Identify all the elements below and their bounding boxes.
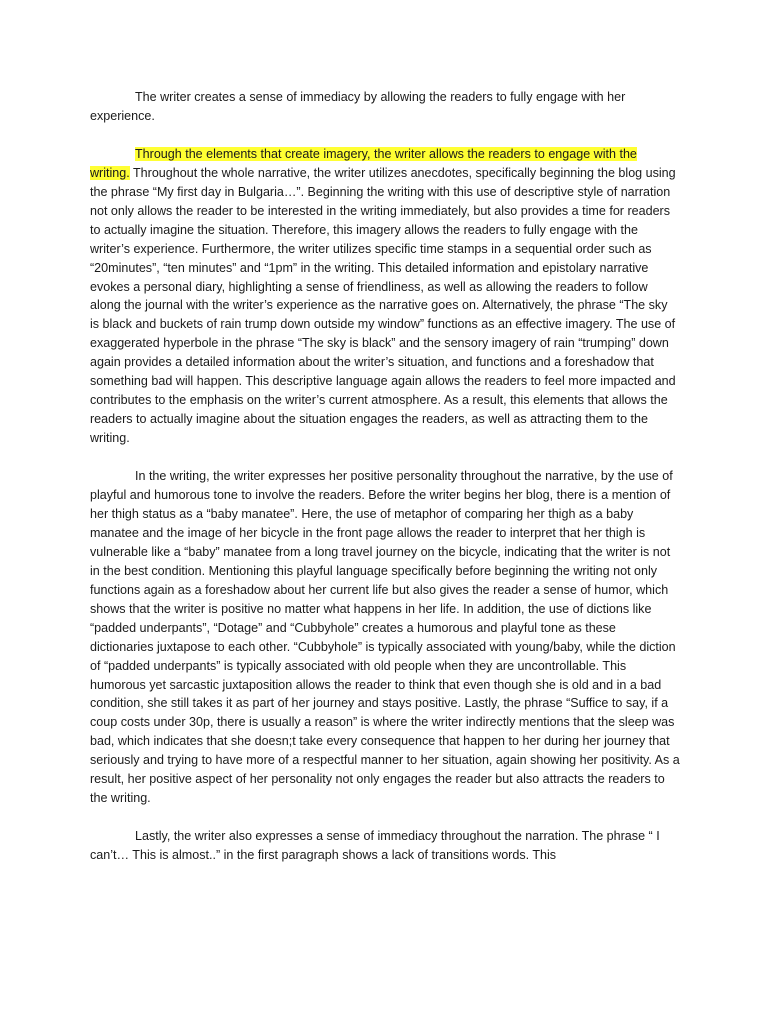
paragraph-imagery xyxy=(90,145,680,448)
paragraph-text: Throughout the whole narrative, the writer utilizes anecdotes, specifically beginning the blog using the phrase “My first day in Bulgaria…”. Beginning the writing with this use of descriptive style of narration not only allows the reader to be interested in the writing immediately, but also provides a time for readers to actually imagine the situation. Therefore, this imagery allows the readers to fully engage with the writer’s experience. Furthermore, the writer utilizes specific time stamps in a sequential order such as “20minutes”, “ten minutes” and “1pm” in the writing. This detailed information and epistolary narrative evokes a personal diary, highlighting a sense of friendliness, as well as allowing the readers to follow along the journal with the writer’s experience as the narrative goes on. Alternatively, the phrase “The sky is black and buckets of rain trump down outside my window” functions as an effective imagery. The use of exaggerated hyperbole in the phrase “The sky is black” and the sensory imagery of rain “trumping” down again provides a detailed information about the writer’s situation, and functions and a foreshadow that something bad will happen. This descriptive language again allows the readers to feel more impacted and contributes to the emphasis on the writer’s current atmosphere. As a result, this elements that allows the readers to actually imagine about the situation engages the readers, as well as attracting them to the writing. xyxy=(90,165,676,446)
paragraph-text: The writer creates a sense of immediacy by allowing the readers to fully engage with her experience. xyxy=(90,90,626,123)
paragraph-thesis xyxy=(90,88,680,126)
paragraph-text: Lastly, the writer also expresses a sense of immediacy throughout the narration. The phrase “ I can’t… This is almost..” in the first paragraph shows a lack of transitions words. This xyxy=(90,829,660,863)
document-body xyxy=(90,88,680,884)
highlighted-text: Through the elements that create imagery, the writer allows the readers to engage with the writing. xyxy=(90,146,637,180)
paragraph-immediacy xyxy=(90,827,680,865)
paragraph-text: In the writing, the writer expresses her positive personality throughout the narrative, by the use of playful and humorous tone to involve the readers. Before the writer begins her blog, there is a mention of her thigh status as a “baby manatee”. Here, the use of metaphor of comparing her thigh as a baby manatee and the image of her bicycle in the front page allows the reader to interpret that her thigh is vulnerable like a “baby” manatee from a long travel journey on the bicycle, indicating that the writer is not in the best condition. Mentioning this playful language specifically before beginning the writing not only functions again as a foreshadow about her current life but also gives the reader a sense of humor, which shows that the writer is positive no matter what happens in her life. In addition, the use of dictions like “padded underpants”, “Dotage” and “Cubbyhole” creates a humorous and playful tone as these dictionaries juxtapose to each other. “Cubbyhole” is typically associated with young/baby, while the diction of “padded underpants” is typically associated with old people when they are uncontrollable. This humorous yet sarcastic juxtaposition allows the reader to think that even though she is old and in a bad condition, she still takes it as part of her journey and stays positive. Lastly, the phrase “Suffice to say, if a coup costs under 30p, there is usually a reason” is where the writer indirectly mentions that the sleep was bad, which indicates that she doesn;t take every consequence that happen to her during her journey that seriously and trying to have more of a respectful manner to her situation, again showing her positivity. As a result, her positive aspect of her personality not only engages the reader but also attracts the readers to the writing. xyxy=(90,469,680,806)
paragraph-personality xyxy=(90,467,680,808)
